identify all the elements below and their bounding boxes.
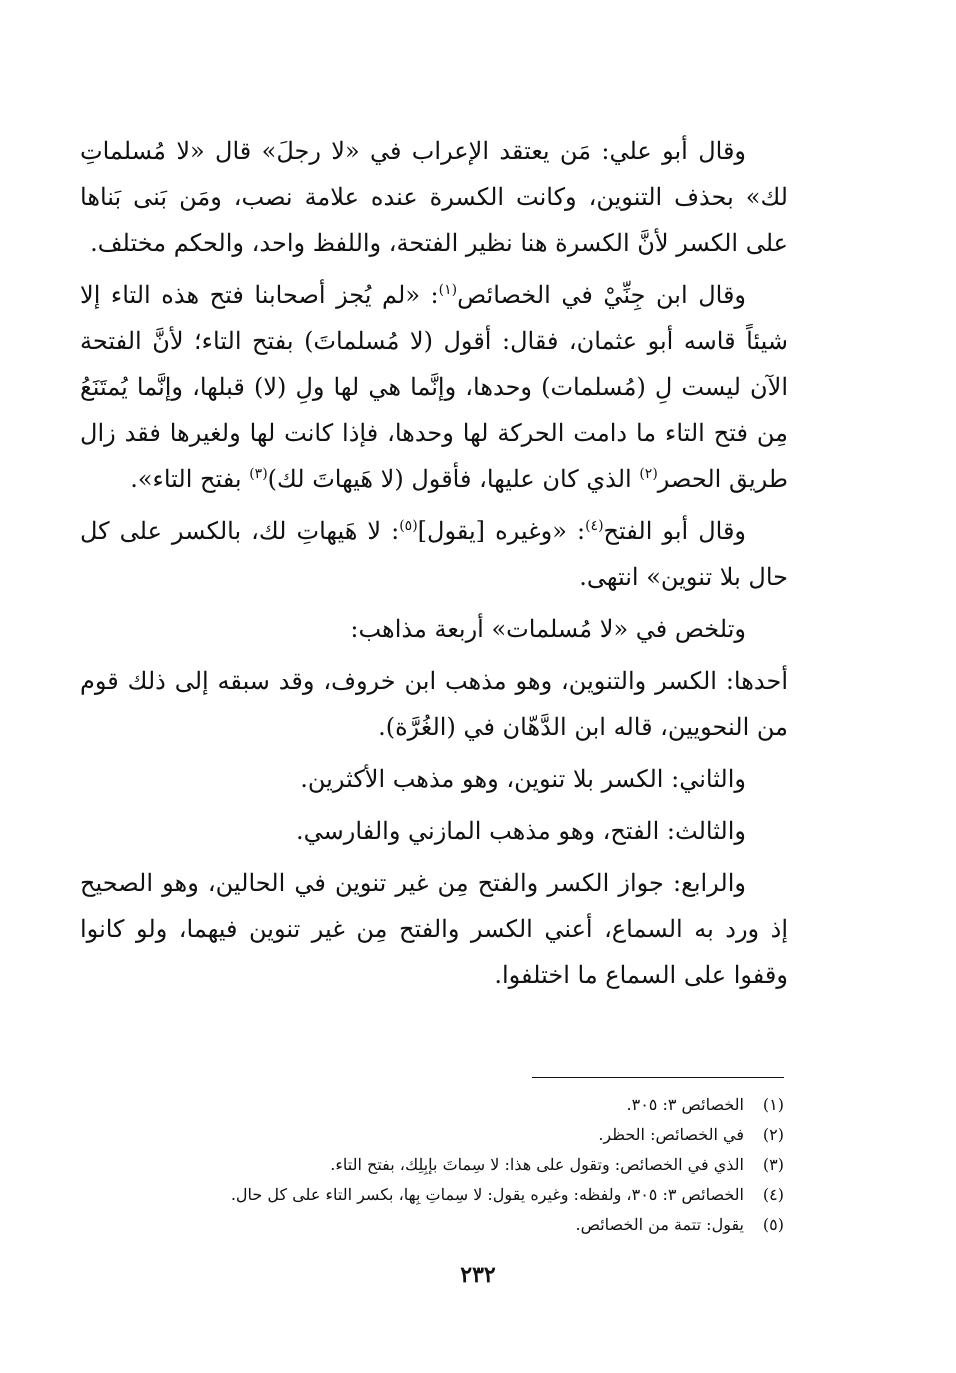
footnote-2 xyxy=(144,1120,784,1150)
footnote-marker: (١) xyxy=(438,282,458,298)
paragraph-text: : «وغيره [يقول] xyxy=(417,517,586,545)
footnote-4 xyxy=(144,1180,784,1210)
paragraph-abu-ali xyxy=(80,128,788,266)
footnote-number: (٢) xyxy=(762,1125,784,1144)
footnote-marker: (٣) xyxy=(249,466,268,482)
footnote-text: الخصائص ٣: ٣٠٥، ولفظه: وغيره يقول: لا سِماتِ بِها، بكسر التاء على كل حال. xyxy=(230,1185,744,1204)
paragraph-text: والرابع: جواز الكسر والفتح مِن غير تنوين في الحالين، وهو الصحيح إذ ورد به السماع، أعني الكسر والفتح مِن غير تنوين فيهما، ولو كانوا وقفوا على السماع ما اختلفوا. xyxy=(80,869,788,989)
paragraph-text: والثالث: الفتح، وهو مذهب المازني والفارسي. xyxy=(296,817,746,845)
paragraph-text: : لا هَيهاتِ لك، بالكسر على كل حال بلا تنوين» انتهى. xyxy=(80,517,788,591)
footnote-3 xyxy=(144,1150,784,1180)
paragraph-text: والثاني: الكسر بلا تنوين، وهو مذهب الأكثرين. xyxy=(300,765,746,793)
paragraph-text: أحدها: الكسر والتنوين، وهو مذهب ابن خروف، وقد سبقه إلى ذلك قوم من النحويين، قاله ابن الدَّهّان في (الغُرَّة). xyxy=(80,667,788,741)
footnote-marker: (٥) xyxy=(399,518,418,534)
footnotes xyxy=(144,1090,784,1240)
paragraph-text: بفتح التاء». xyxy=(130,465,250,493)
paragraph-first-view xyxy=(80,658,788,750)
footnote-number: (١) xyxy=(762,1095,784,1114)
footnote-text: الخصائص ٣: ٣٠٥. xyxy=(626,1095,744,1114)
footnote-number: (٣) xyxy=(762,1155,784,1174)
paragraph-text: وقال أبو الفتح xyxy=(603,517,747,545)
footnote-divider xyxy=(532,1077,784,1078)
paragraph-text: : «لم يُجز أصحابنا فتح هذه التاء إلا شيئاً قاسه أبو عثمان، فقال: أقول (لا مُسلماتَ) بفتح التاء؛ لأنَّ الفتحة الآن ليست لِ (مُسلمات) وحدها، وإنَّما هي لها ولِ (لا) قبلها، وإنَّما يُمتَنَعُ مِن فتح التاء ما دامت الحركة لها وحدها، فإذا كانت لها ولغيرها فقد زال طريق الحصر xyxy=(80,281,788,493)
paragraph-second-view xyxy=(80,756,788,802)
page-number: ٢٣٢ xyxy=(460,1262,496,1288)
paragraph-third-view xyxy=(80,808,788,854)
footnote-text: الذي في الخصائص: وتقول على هذا: لا سِماتَ بإبِلِك، بفتح التاء. xyxy=(330,1155,744,1174)
paragraph-abu-al-fath xyxy=(80,508,788,600)
footnote-5 xyxy=(144,1210,784,1240)
footnote-number: (٥) xyxy=(762,1215,784,1234)
footnote-text: يقول: تتمة من الخصائص. xyxy=(575,1215,744,1234)
paragraph-text: وقال أبو علي: مَن يعتقد الإعراب في «لا رجلَ» قال «لا مُسلماتِ لك» بحذف التنوين، وكانت الكسرة عنده علامة نصب، ومَن بَنى بَناها على الكسر لأنَّ الكسرة هنا نظير الفتحة، واللفظ واحد، والحكم مختلف. xyxy=(80,137,788,257)
footnote-number: (٤) xyxy=(762,1185,784,1204)
main-text xyxy=(80,128,788,1004)
footnote-marker: (٤) xyxy=(585,518,604,534)
paragraph-ibn-jinni xyxy=(80,272,788,502)
footnote-text: في الخصائص: الحظر. xyxy=(598,1125,744,1144)
paragraph-text: وقال ابن جِنِّيْ في الخصائص xyxy=(457,281,747,309)
paragraph-text: وتلخص في «لا مُسلمات» أربعة مذاهب: xyxy=(350,615,746,643)
footnote-1 xyxy=(144,1090,784,1120)
footnote-marker: (٢) xyxy=(639,466,658,482)
paragraph-text: الذي كان عليها، فأقول (لا هَيهاتَ لك) xyxy=(267,465,640,493)
paragraph-summary xyxy=(80,606,788,652)
paragraph-fourth-view xyxy=(80,860,788,998)
